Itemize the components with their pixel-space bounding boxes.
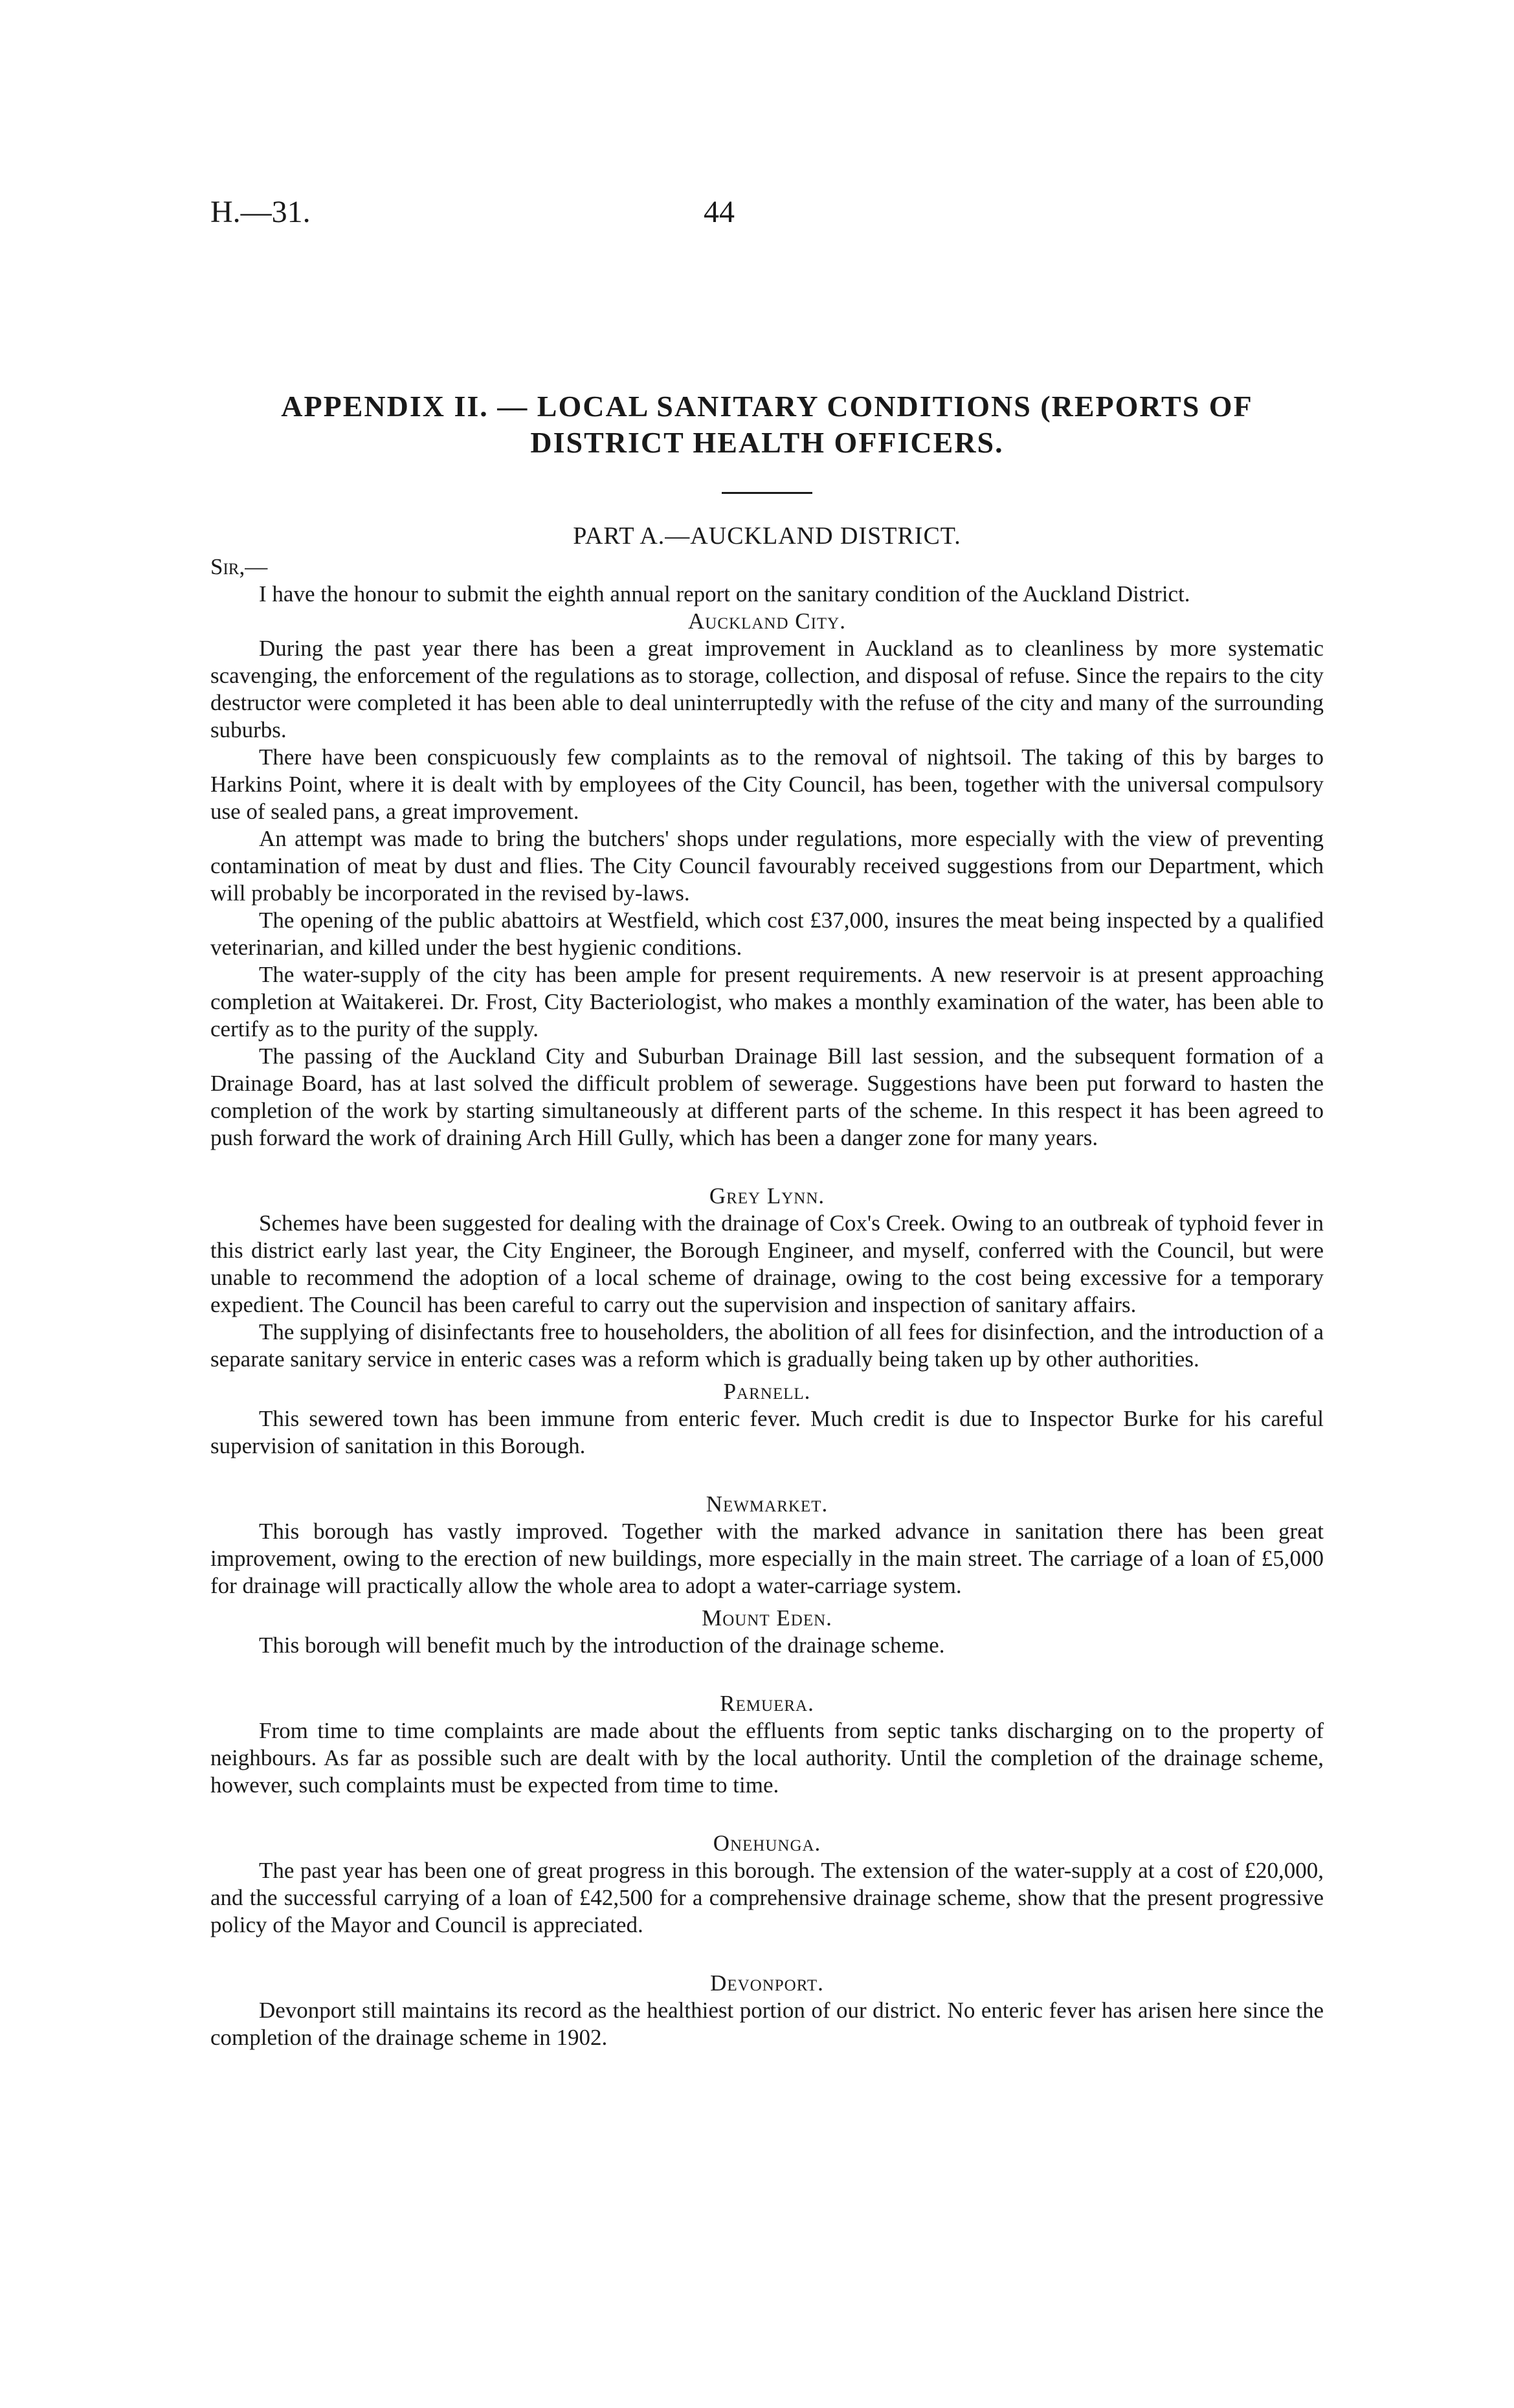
part-heading: PART A.—AUCKLAND DISTRICT.: [573, 522, 961, 550]
paragraph: This borough will benefit much by the introduction of the drainage scheme.: [259, 1633, 945, 1658]
section-heading-remuera: Remuera.: [720, 1691, 814, 1716]
document-reference: H.—31.: [210, 195, 311, 229]
section-heading-auckland-city: Auckland City.: [688, 608, 846, 634]
appendix-title-line-2: DISTRICT HEALTH OFFICERS.: [530, 426, 1004, 459]
section-heading-parnell: Parnell.: [723, 1379, 811, 1404]
section-heading-mount-eden: Mount Eden.: [702, 1605, 832, 1631]
appendix-title-line-1: APPENDIX II. — LOCAL SANITARY CONDITIONS (REPORTS OF: [281, 390, 1253, 423]
section-heading-devonport: Devonport.: [710, 1970, 824, 1996]
paragraph: During the past year there has been a great improvement in Auckland as to cleanliness by more systematic scavenging, the enforcement of the regulations as to storage, collection, and disposal of refuse. Since the repairs to the city destructor were completed it has been able to deal uninterruptedly with the refuse of the city and many of the surrounding suburbs.: [210, 636, 1324, 742]
report-body: [210, 388, 1324, 2051]
page-header: [210, 194, 1324, 246]
paragraph: This sewered town has been immune from enteric fever. Much credit is due to Inspector Burke for his careful supervision of sanitation in this Borough.: [210, 1406, 1324, 1458]
section-heading-onehunga: Onehunga.: [713, 1831, 821, 1856]
paragraph: This borough has vastly improved. Together with the marked advance in sanitation there has been great improvement, owing to the erection of new buildings, more especially in the main street. The carriage of a loan of £5,000 for drainage will practically allow the whole area to adopt a water-carriage system.: [210, 1519, 1324, 1598]
paragraph: Schemes have been suggested for dealing with the drainage of Cox's Creek. Owing to an outbreak of typhoid fever in this district early last year, the City Engineer, the Borough Engineer, and myself, conferred with the Council, but were unable to recommend the adoption of a local scheme of drainage, owing to the cost being excessive for a temporary expedient. The Council has been careful to carry out the supervision and inspection of sanitary affairs.: [210, 1210, 1324, 1317]
paragraph: The past year has been one of great progress in this borough. The extension of the water-supply at a cost of £20,000, and the successful carrying of a loan of £42,500 for a comprehensive drainage scheme, show that the present progressive policy of the Mayor and Council is appreciated.: [210, 1858, 1324, 1937]
section-heading-newmarket: Newmarket.: [706, 1491, 829, 1517]
paragraph: An attempt was made to bring the butchers' shops under regulations, more especially with the view of preventing contamination of meat by dust and flies. The City Council favourably received suggestions from our Department, which will probably be incorporated in the revised by-laws.: [210, 826, 1324, 906]
paragraph: Devonport still maintains its record as the healthiest portion of our district. No enteric fever has arisen here since the completion of the drainage scheme in 1902.: [210, 1998, 1324, 2050]
paragraph: From time to time complaints are made about the effluents from septic tanks discharging on to the property of neighbours. As far as possible such are dealt with by the local authority. Until the completion of the drainage scheme, however, such complaints must be expected from time to time.: [210, 1718, 1324, 1798]
salutation: Sir,—: [210, 554, 268, 579]
page-number: 44: [704, 195, 735, 229]
title-divider: [722, 492, 812, 494]
paragraph: The supplying of disinfectants free to householders, the abolition of all fees for disinfection, and the introduction of a separate sanitary service in enteric cases was a reform which is gradually being taken up by other authorities.: [210, 1319, 1324, 1372]
paragraph: The passing of the Auckland City and Suburban Drainage Bill last session, and the subsequent formation of a Drainage Board, has at last solved the difficult problem of sewerage. Suggestions have been put forward to hasten the completion of the work by starting simultaneously at different parts of the scheme. In this respect it has been agreed to push forward the work of draining Arch Hill Gully, which has been a danger zone for many years.: [210, 1043, 1324, 1150]
section-heading-grey-lynn: Grey Lynn.: [709, 1183, 825, 1209]
intro-paragraph: I have the honour to submit the eighth annual report on the sanitary condition of the Auckland District.: [259, 581, 1190, 607]
appendix-title: [210, 388, 1324, 461]
paragraph: The opening of the public abattoirs at Westfield, which cost £37,000, insures the meat being inspected by a qualified veterinarian, and killed under the best hygienic conditions.: [210, 908, 1324, 960]
paragraph: There have been conspicuously few complaints as to the removal of nightsoil. The taking of this by barges to Harkins Point, where it is dealt with by employees of the City Council, has been, together with the universal compulsory use of sealed pans, a great improvement.: [210, 744, 1324, 824]
paragraph: The water-supply of the city has been ample for present requirements. A new reservoir is at present approaching completion at Waitakerei. Dr. Frost, City Bacteriologist, who makes a monthly examination of the water, has been able to certify as to the purity of the supply.: [210, 962, 1324, 1042]
